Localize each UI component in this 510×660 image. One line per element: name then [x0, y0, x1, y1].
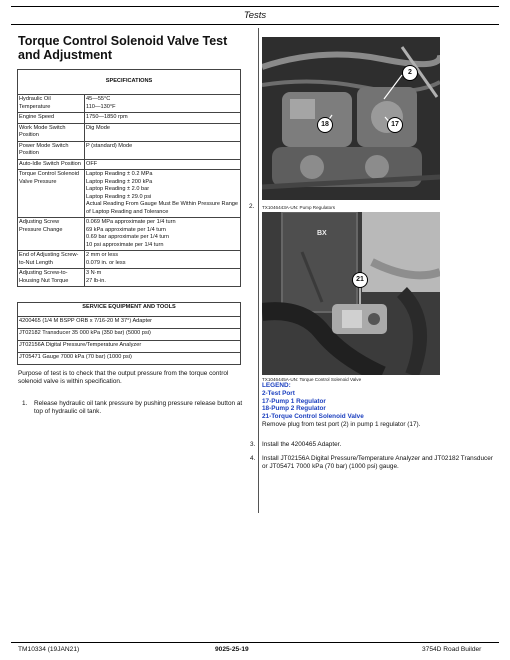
- spec-value: 2 mm or less: [86, 252, 119, 258]
- spec-value: 0.69 bar approximate per 1/4 turn: [86, 234, 170, 240]
- legend-item: 17-Pump 1 Regulator: [262, 397, 326, 405]
- spec-row: [18, 95, 241, 113]
- spec-value: 45—55°C: [86, 96, 111, 102]
- callout-2: 2: [402, 65, 418, 81]
- spec-value: 10 psi approximate per 1/4 turn: [86, 241, 164, 248]
- spec-value: Laptop Reading ± 0.2 MPa: [86, 171, 153, 177]
- legend-item: 18-Pump 2 Regulator: [262, 405, 326, 413]
- spec-row: [18, 141, 241, 159]
- legend-item: 21-Torque Control Solenoid Valve: [262, 413, 364, 421]
- footer-page-number: 9025-25-19: [215, 646, 249, 653]
- tools-heading: SERVICE EQUIPMENT AND TOOLS: [18, 303, 241, 317]
- footer-rule: [11, 642, 499, 643]
- legend-item: 2-Test Port: [262, 389, 295, 397]
- specifications-heading: SPECIFICATIONS: [18, 70, 241, 95]
- spec-value: 1750—1850 rpm: [86, 114, 128, 120]
- spec-row: [18, 251, 241, 269]
- footer-manual-id: TM10334 (19JAN21): [18, 646, 80, 653]
- spec-label: Torque Control Solenoid Valve Pressure: [18, 170, 85, 218]
- column-divider: [258, 28, 259, 513]
- legend-title: LEGEND:: [262, 382, 291, 389]
- specifications-table: [17, 69, 241, 287]
- step-number: 3.: [250, 441, 256, 448]
- spec-label: Adjusting Screw-to-Housing Nut Torque: [18, 269, 85, 287]
- spec-label: Auto-Idle Switch Position: [18, 159, 85, 170]
- callout-21: 21: [352, 272, 368, 288]
- spec-value: Actual Reading From Gauge Must Be Within Pressure Range of Laptop Reading and Tolerance: [86, 201, 239, 215]
- pump-regulators-photo: [262, 37, 440, 200]
- spec-row: [18, 123, 241, 141]
- spec-value: P (standard) Mode: [86, 142, 133, 149]
- spec-value: 3 N·m: [86, 270, 102, 276]
- footer-model: 3754D Road Builder: [422, 646, 482, 653]
- page-header: [11, 0, 499, 32]
- spec-label: Adjusting Screw Pressure Change: [18, 218, 85, 251]
- spec-value: Dig Mode: [86, 124, 110, 131]
- spec-row: [18, 113, 241, 124]
- service-tools-table: [17, 302, 241, 365]
- tool-item: JT02156A Digital Pressure/Temperature Analyzer: [18, 341, 241, 353]
- spec-value: 27 lb-in.: [86, 277, 106, 284]
- spec-label: Work Mode Switch Position: [18, 123, 85, 141]
- purpose-text: Purpose of test is to check that the output pressure from the torque control solenoid valve is within specification.: [18, 370, 229, 385]
- callout-18: 18: [317, 117, 333, 133]
- tool-item: 4200465 (1/4 M BSPP ORB x 7/16-20 M 37°) Adapter: [18, 317, 241, 329]
- tool-item: JT05471 Gauge 7000 kPa (70 bar) (1000 psi): [18, 353, 241, 365]
- solenoid-valve-photo: [262, 212, 440, 375]
- spec-label: End of Adjusting Screw-to-Nut Length: [18, 251, 85, 269]
- step-number: 1.: [22, 400, 28, 407]
- step-4-text: Install JT02156A Digital Pressure/Temperature Analyzer and JT02182 Transducer or JT05471 7000 kPa (70 bar) (1000 psi) gauge.: [262, 455, 493, 470]
- spec-value: 110—130°F: [86, 103, 116, 110]
- spec-label: Power Mode Switch Position: [18, 141, 85, 159]
- spec-label: Engine Speed: [18, 113, 85, 124]
- legend-instruction: Remove plug from test port (2) in pump 1 regulator (17).: [262, 420, 421, 428]
- spec-row: [18, 159, 241, 170]
- spec-value: Laptop Reading ± 200 kPa: [86, 178, 153, 185]
- spec-row: [18, 218, 241, 251]
- figure-2-caption: TX1046445A-UN: Torque Control Solenoid Valve: [262, 377, 362, 382]
- step-1-text: Release hydraulic oil tank pressure by pushing pressure release button at top of hydraulic oil tank.: [34, 400, 243, 415]
- page-title: Torque Control Solenoid Valve Test and Adjustment: [18, 34, 228, 62]
- spec-row: [18, 269, 241, 287]
- tool-item: JT02182 Transducer 35 000 kPa (350 bar) (5000 psi): [18, 329, 241, 341]
- step-number: 2.: [249, 203, 255, 210]
- spec-value: 0.069 MPa approximate per 1/4 turn: [86, 219, 176, 225]
- header-title: Tests: [243, 10, 267, 21]
- spec-row: [18, 170, 241, 218]
- spec-value: 69 kPa approximate per 1/4 turn: [86, 226, 166, 233]
- spec-value: 0.079 in. or less: [86, 259, 126, 266]
- step-3-text: Install the 4200465 Adapter.: [262, 441, 342, 448]
- spec-value: Laptop Reading ± 29.0 psi: [86, 193, 152, 200]
- spec-value: OFF: [86, 160, 98, 167]
- pump-regulators-drawing: [262, 37, 440, 200]
- callout-17: 17: [387, 117, 403, 133]
- solenoid-valve-drawing: [262, 212, 440, 375]
- spec-label: Hydraulic Oil Temperature: [18, 95, 85, 113]
- spec-value: Laptop Reading ± 2.0 bar: [86, 186, 150, 192]
- step-number: 4.: [250, 455, 256, 462]
- legend: [262, 382, 420, 429]
- figure-1-caption: TX1046443A-UN: Pump Regulators: [262, 205, 336, 210]
- tank-label: BX: [317, 230, 327, 237]
